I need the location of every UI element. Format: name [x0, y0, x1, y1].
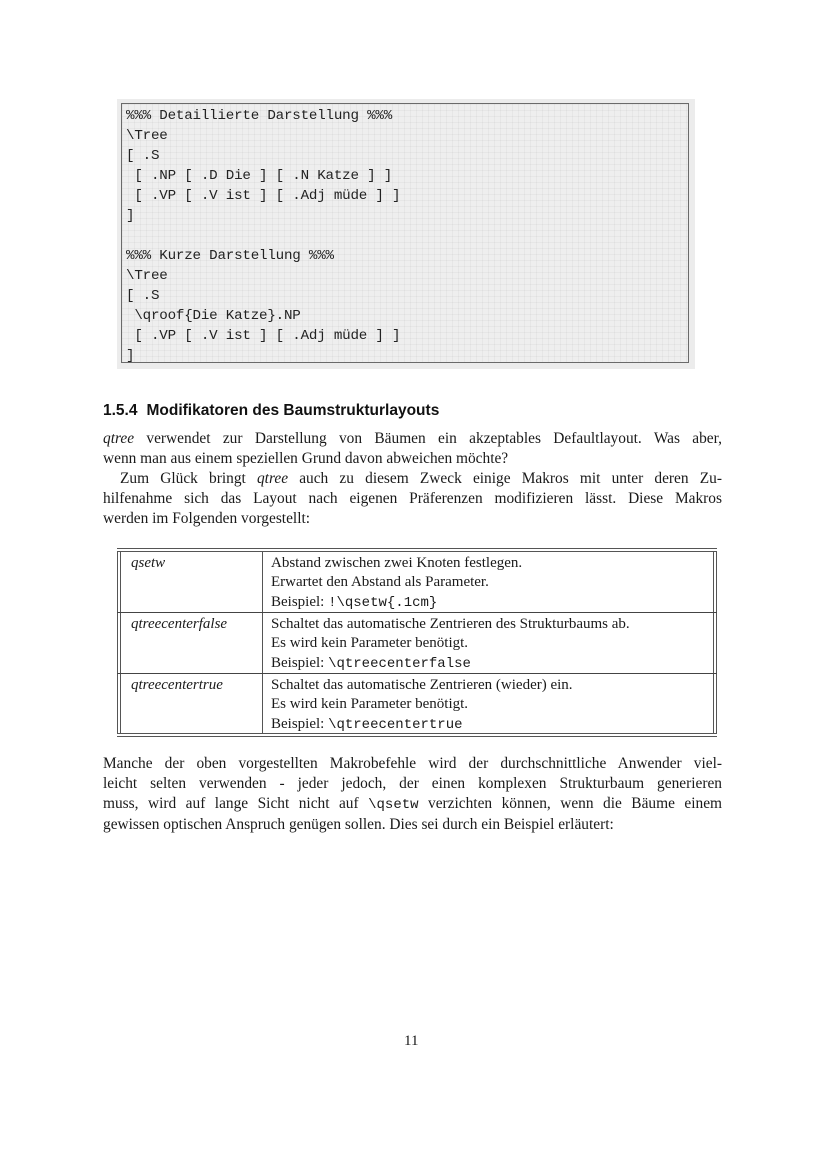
example-code: \qtreecenterfalse — [328, 655, 471, 672]
intro-paragraph-2 — [103, 469, 722, 529]
text-line: wenn man aus einem speziellen Grund davon abweichen möchte? — [103, 450, 509, 467]
code-line: [ .VP [ .V ist ] [ .Adj müde ] ] — [126, 328, 401, 344]
macro-name: qsetw — [131, 555, 166, 571]
code-line: [ .S — [126, 288, 160, 304]
macro-name: qtreecenterfalse — [131, 616, 228, 632]
text-line: muss, wird auf lange Sicht nicht auf \qsetw verzichten können, wenn die Bäume einem — [103, 795, 722, 813]
example-code: !\qsetw{.1cm} — [328, 594, 438, 611]
text-line: Manche der oben vorgestellten Makrobefehle wird der durchschnittliche Anwender viel- — [103, 755, 722, 772]
code-line: \Tree — [126, 128, 168, 144]
code-line: [ .NP [ .D Die ] [ .N Katze ] ] — [126, 168, 393, 184]
code-line: \qroof{Die Katze}.NP — [126, 308, 301, 324]
table-row — [117, 552, 717, 613]
table-row — [117, 613, 717, 674]
code-line: %%% Kurze Darstellung %%% — [126, 248, 334, 264]
section-number: 1.5.4 — [103, 402, 138, 419]
code-line: %%% Detaillierte Darstellung %%% — [126, 108, 393, 124]
text-line: gewissen optischen Anspruch genügen sollen. Dies sei durch ein Beispiel erläutert: — [103, 816, 614, 833]
table-row — [117, 674, 717, 734]
term-qtree: qtree — [103, 430, 135, 447]
inline-code: \qsetw — [368, 797, 419, 813]
text-line: werden im Folgenden vorgestellt: — [103, 510, 311, 527]
code-listing — [121, 103, 689, 363]
code-line: \Tree — [126, 268, 168, 284]
table-bottom-rule — [117, 733, 717, 737]
table-body — [117, 552, 717, 734]
text-line: leicht selten verwenden - jeder jedoch, der einen komplexen Strukturbaum generieren — [103, 775, 722, 792]
section-heading — [103, 402, 439, 420]
section-title: Modifikatoren des Baumstrukturlayouts — [146, 402, 440, 419]
code-line: ] — [126, 348, 135, 364]
code-line: [ .S — [126, 148, 160, 164]
macro-description: Schaltet das automatische Zentrieren des Strukturbaums ab. Es wird kein Parameter benötigt. Beispiel: \qtreecenterfalse — [271, 616, 630, 672]
text-line: hilfenahme sich das Layout nach eigenen Präferenzen modifizieren lässt. Diese Makros — [103, 490, 722, 507]
text-line: qtree verwendet zur Darstellung von Bäumen ein akzeptables Defaultlayout. Was aber, — [103, 430, 722, 447]
term-qtree: qtree — [256, 470, 289, 487]
macro-name: qtreecentertrue — [131, 677, 223, 693]
example-code: \qtreecentertrue — [328, 716, 463, 733]
page-number: 11 — [404, 1033, 419, 1049]
code-line: [ .VP [ .V ist ] [ .Adj müde ] ] — [126, 188, 401, 204]
macro-description: Abstand zwischen zwei Knoten festlegen. Erwartet den Abstand als Parameter. Beispiel: !\qsetw{.1cm} — [271, 555, 523, 611]
code-line: ] — [126, 208, 135, 224]
intro-paragraph-1 — [103, 429, 722, 469]
code-listing-box — [117, 99, 695, 369]
closing-paragraph — [103, 754, 722, 835]
text-line: Zum Glück bringt qtree auch zu diesem Zweck einige Makros mit unter deren Zu- — [120, 470, 722, 487]
macro-description: Schaltet das automatische Zentrieren (wieder) ein. Es wird kein Parameter benötigt. Beispiel: \qtreecentertrue — [271, 677, 573, 733]
